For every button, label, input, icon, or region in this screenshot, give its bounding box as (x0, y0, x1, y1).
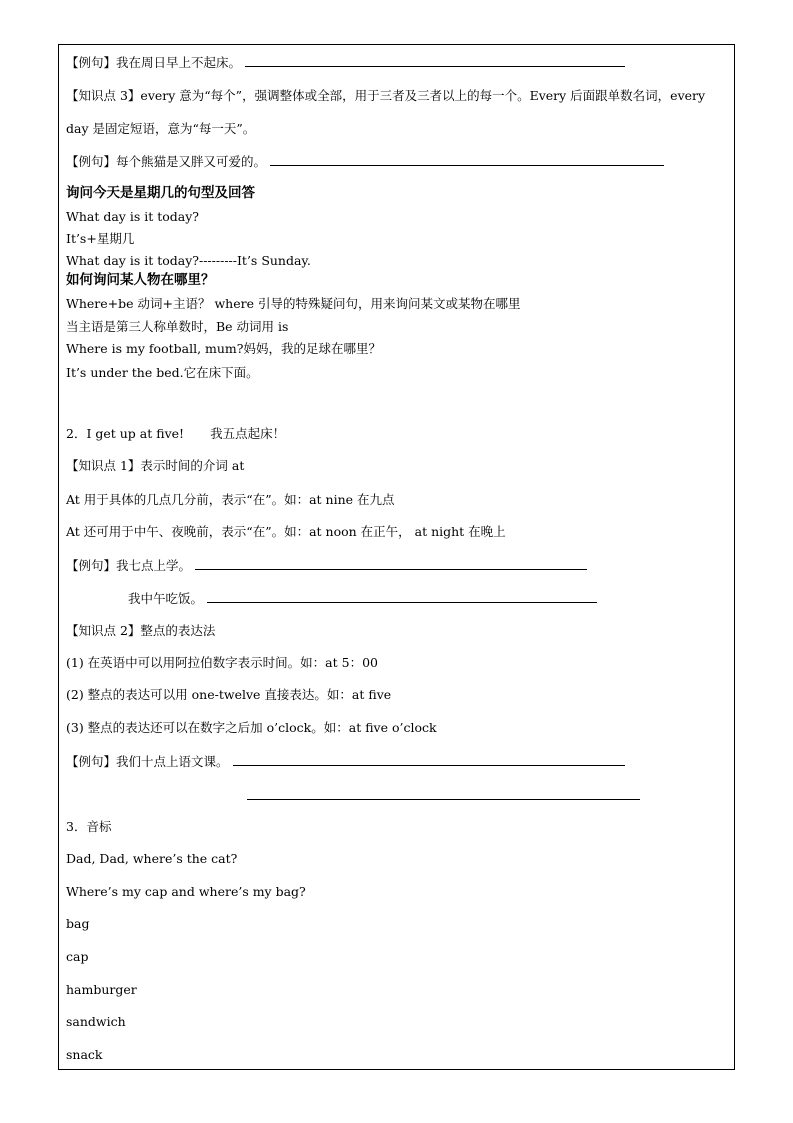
example-text: 【例句】我在周日早上不起床。 (66, 55, 242, 70)
knowledge-point-2: 【知识点 2】整点的表达法 (66, 623, 216, 638)
text-line: (3) 整点的表达还可以在数字之后加 o’clock。如：at five o’clock (66, 720, 437, 735)
text-line: At 用于具体的几点几分前，表示“在”。如：at nine 在九点 (66, 492, 395, 507)
word-item: cap (66, 949, 89, 964)
answer-blank[interactable] (207, 590, 597, 603)
text-line: What day is it today? (66, 209, 199, 224)
section-heading: 如何询问某人物在哪里？ (66, 272, 215, 288)
example-text: 【例句】每个熊猫是又胖又可爱的。 (66, 154, 267, 169)
text-line: Where is my football, mum?妈妈，我的足球在哪里？ (66, 341, 381, 356)
knowledge-point-3: 【知识点 3】every 意为“每个”，强调整体或全部，用于三者及三者以上的每一个。Every 后面跟单数名词，every (66, 88, 706, 103)
text-line: (1) 在英语中可以用阿拉伯数字表示时间。如：at 5：00 (66, 655, 378, 670)
example-text: 我中午吃饭。 (128, 591, 204, 606)
answer-blank[interactable] (270, 153, 664, 166)
text-line: Where+be 动词+主语？ where 引导的特殊疑问句，用来询问某文或某物在哪里 (66, 296, 521, 311)
section-title-cn: 我五点起床！ (210, 426, 286, 441)
section-title-2 (66, 426, 285, 442)
example-sentence-line (66, 753, 625, 770)
text-line: (2) 整点的表达可以用 one-twelve 直接表达。如：at five (66, 687, 392, 702)
text-line: It’s under the bed.它在床下面。 (66, 365, 259, 380)
example-sentence-line (128, 590, 597, 607)
word-item: sandwich (66, 1014, 126, 1029)
word-item: bag (66, 916, 90, 931)
answer-blank[interactable] (245, 54, 625, 67)
text-line: At 还可用于中午、夜晚前，表示“在”。如：at noon 在正午， at night 在晚上 (66, 524, 506, 539)
answer-blank[interactable] (247, 798, 640, 800)
word-item: hamburger (66, 982, 137, 997)
section-title-en: 2．I get up at five! (66, 426, 185, 441)
answer-blank[interactable] (233, 753, 625, 766)
text-line: It’s+星期几 (66, 231, 135, 246)
example-sentence-line (66, 54, 625, 71)
word-item: snack (66, 1047, 103, 1062)
text-line: 当主语是第三人称单数时，Be 动词用 is (66, 319, 289, 334)
knowledge-point-1: 【知识点 1】表示时间的介词 at (66, 458, 245, 473)
knowledge-point-3-cont: day 是固定短语，意为“每一天”。 (66, 121, 256, 136)
example-sentence-line (66, 557, 587, 574)
example-text: 【例句】我七点上学。 (66, 558, 192, 573)
section-title-3: 3．音标 (66, 819, 112, 834)
text-line: Where’s my cap and where’s my bag? (66, 884, 306, 899)
text-line: Dad, Dad, where’s the cat? (66, 851, 238, 866)
example-text: 【例句】我们十点上语文课。 (66, 754, 229, 769)
answer-blank[interactable] (195, 557, 587, 570)
section-heading: 询问今天是星期几的句型及回答 (66, 185, 255, 201)
text-line: What day is it today?---------It’s Sunday. (66, 253, 311, 268)
example-sentence-line (66, 153, 664, 170)
